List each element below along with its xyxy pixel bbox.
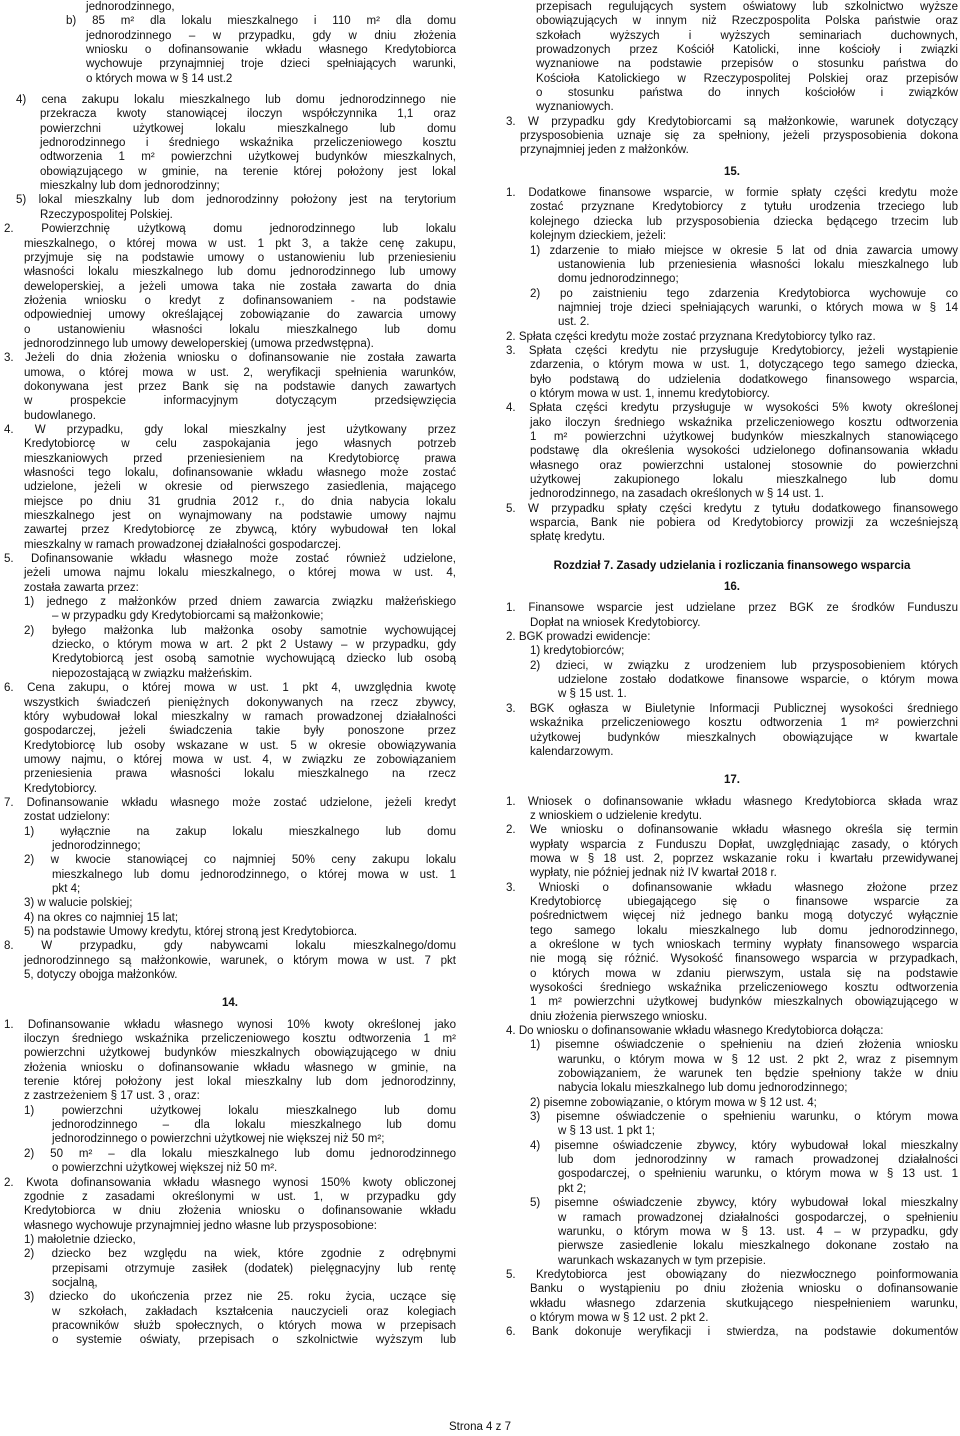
text-line: 3. Jeżeli do dnia złożenia wniosku o dofinansowanie nie została zawarta (4, 352, 456, 365)
text-line: przekracza kwoty stanowiącej iloczyn współczynnika 1,1 oraz (40, 108, 456, 121)
text-line: spłatę kredytu. (530, 531, 606, 544)
text-line: ustanowienia lub przeniesienia własności lokalu mieszkalnego lub (558, 258, 958, 271)
spacer (4, 1011, 456, 1018)
text-line: powierzchni użytkowej budynków mieszkalnych obowiązującego w dniu (24, 1047, 456, 1060)
text-line: Dopłat na wniosek Kredytobiorcy. (530, 616, 701, 629)
section-heading: 17. (723, 774, 741, 787)
text-line: 2) 50 m² – dla lokalu mieszkalnego lub domu jednorodzinnego (24, 1147, 456, 1160)
text-line: 2. Spłata części kredytu może zostać przyznana Kredytobiorcy tylko raz. (506, 330, 876, 343)
text-line: jeżeli umowa najmu lokalu mieszkalnego, o której mowa w ust. 4, (24, 567, 456, 580)
text-line: Kredytobiorcy. (24, 782, 97, 795)
text-line: wniosku o dofinansowanie wkładu własnego Kredytobiorca (86, 44, 456, 57)
section-heading: 15. (723, 165, 741, 178)
text-line: przynajmniej jeden z małżonków. (520, 144, 689, 157)
section-heading: Rozdział 7. Zasady udzielania i rozliczania finansowego wsparcia (553, 559, 911, 572)
text-line: jednorodzinnego i średniego wskaźnika przeliczeniowego kosztu (40, 137, 456, 150)
text-line: z wnioskiem o udzielenie kredytu. (530, 809, 703, 822)
text-line: o systemie oświaty, przepisach o szkolnictwie wyższym lub (52, 1334, 456, 1347)
text-line: jednorodzinnego; (52, 839, 141, 852)
text-line: 1) małoletnie dziecko, (24, 1233, 136, 1246)
text-line: przeniesienia prawa własności lokalu mieszkalnego na rzecz (24, 768, 456, 781)
text-line: warunkach wskazanych w tym przepisie. (558, 1254, 766, 1267)
text-line: 1. Wniosek o dofinansowanie wkładu własnego Kredytobiorca składa wraz (506, 795, 958, 808)
text-line: złożenia wniosku o kredyt z dofinansowaniem - na podstawie (24, 294, 456, 307)
text-line: 5) lokal mieszkalny lub dom jednorodzinny położony jest na terytorium (16, 194, 456, 207)
text-line: kolejnym dzieckiem, jeżeli: (530, 230, 667, 243)
text-line: 4) na okres co najmniej 15 lat; (24, 911, 179, 924)
text-line: wszystkich świadczeń pieniężnych dokonywanych na rzecz zbywcy, (24, 696, 456, 709)
text-line: 3. Spłata części kredytu nie przysługuje Kredytobiorcy, jeżeli wystąpienie (506, 344, 958, 357)
text-line: własnego wychowuje przynajmniej jedno własne lub przysposobione: (24, 1219, 378, 1232)
text-line: prowadzonych przez Kościół Katolicki, inne kościoły i związki (536, 44, 958, 57)
text-line: 2) dziecko bez względu na wiek, które zgodnie z odrębnymi (24, 1248, 456, 1261)
text-line: dokonywana jest przez Bank się na podstawie danych zawartych (24, 380, 456, 393)
text-line: odtworzenia 1 m² powierzchni użytkowej budynków mieszkalnych, (40, 151, 456, 164)
text-line: jednorodzinnego lub umowy deweloperskiej (umowa przedwstępna). (24, 337, 374, 350)
text-line: mieszkalnego, o której mowa w ust. 1 pkt 3, a także cenę zakupu, (24, 237, 456, 250)
text-line: dniu złożenia pierwszego wniosku. (530, 1010, 708, 1023)
text-line: Kredytobiorcę ubiegającego się o finansowe wsparcie za (530, 895, 958, 908)
text-line: zostat udzielony: (24, 811, 111, 824)
section-heading: 14. (221, 997, 239, 1010)
text-line: 2. BGK prowadzi ewidencje: (506, 631, 651, 644)
text-line: Kościoła Katolickiego w Rzeczypospolitej Polskiej oraz przepisów (536, 72, 958, 85)
spacer (506, 788, 958, 795)
text-line: gospodarczej, o spełnieniu warunku, o którym mowa w § 13 ust. 1 (558, 1168, 958, 1181)
section-heading: 16. (723, 581, 741, 594)
text-line: własności lokalu mieszkalnego lub domu jednorodzinnego lub umowy (24, 266, 456, 279)
text-line: 1. Dodatkowe finansowe wsparcie, w formie spłaty części kredytu może (506, 187, 958, 200)
text-line: szkołach wyższych i wyższych seminariach duchownych, (536, 29, 958, 42)
text-line: o którym mowa w § 12 ust. 2 pkt 2. (530, 1311, 709, 1324)
text-line: udzielone, jeżeli w okresie od pierwszego zasiedlenia, mającego (24, 481, 456, 494)
text-line: który wybudował lokal mieszkalny w ramach prowadzonej działalności (24, 710, 456, 723)
text-line: mowa w § 18 ust. 2, poprzez wskazanie roku i kwartału przewidywanej (530, 852, 958, 865)
text-line: wychowuje przynajmniej troje dzieci spełniających warunki, (86, 58, 456, 71)
text-line: 5) na podstawie Umowy kredytu, której stroną jest Kredytobiorca. (24, 926, 358, 938)
spacer (4, 982, 456, 996)
text-line: mieszkalnego jest on wynajmowany na podstawie umowy najmu (24, 510, 456, 523)
text-line: 2. We wniosku o dofinansowanie wkładu własnego określa się termin (506, 824, 958, 837)
spacer (506, 158, 958, 165)
text-line: było podstawą do udzielenia dodatkowego finansowego wsparcia, (530, 373, 958, 386)
text-line: 6. Cena zakupu, o której mowa w ust. 1 pkt 4, uwzględnia kwotę (4, 682, 456, 695)
text-line: 1) wyłącznie na zakup lokalu mieszkalnego lub domu (24, 825, 456, 838)
text-line: użytkowej budynków mieszkalnych obowiązujące w kwartale (530, 731, 958, 744)
text-line: o powierzchni użytkowej większej niż 50 m². (52, 1162, 278, 1175)
text-line: 4. Do wniosku o dofinansowanie wkładu własnego Kredytobiorca dołącza: (506, 1025, 884, 1038)
text-line: wypłaty, nie później jednak niż IV kwartał 2018 r. (530, 867, 777, 880)
text-line: warunku, o którym mowa w § 13. ust. 4 – w przypadku, gdy (558, 1225, 958, 1238)
text-line: wkładu własnego zdarzenia skutkującego niespełnieniem warunku, (530, 1297, 958, 1310)
text-line: pkt 4; (52, 882, 81, 895)
text-line: pracowników służb społecznych, o których mowa w przepisach (52, 1319, 456, 1332)
text-line: kolejnego dziecka lub przysposobienia dziecka będącego trzecim lub (530, 215, 958, 228)
text-line: 3. W przypadku gdy Kredytobiorcami są małżonkowie, warunek dotyczący (506, 115, 958, 128)
text-line: lub dom jednorodzinny w ramach prowadzonej działalności (558, 1154, 958, 1167)
text-line: pierwsze zasiedlenie lokalu mieszkalnego dokonane zostało na (558, 1240, 958, 1253)
text-line: b) 85 m² dla lokalu mieszkalnego i 110 m² dla domu (66, 15, 456, 28)
text-line: własności tego lokalu, dofinansowanie wkładu własnego może zostać (24, 467, 456, 479)
text-line: odpowiedniej umowy określającej zobowiązanie do zawarcia umowy (24, 309, 456, 322)
text-line: 3) dziecko do ukończenia przez nie 25. roku życia, uczące się (24, 1291, 456, 1304)
text-line: a określone w tych wnioskach terminy wypłaty finansowego wsparcia (530, 938, 958, 951)
text-line: terenie której położony jest lokal mieszkalny lub dom jednorodzinny, (24, 1076, 456, 1089)
text-line: najmniej troje dzieci spełniających warunki, o których mowa w § 14 (558, 301, 958, 314)
text-line: kalendarzowym. (530, 745, 614, 758)
text-line: iloczyn średniego wskaźnika przeliczeniowego kosztu odtworzenia 1 m² (24, 1033, 456, 1046)
text-line: 2) pisemne zobowiązanie, o którym mowa w § 12 ust. 4; (530, 1096, 817, 1109)
text-line: dziecko, o którym mowa w art. 2 pkt 2 Ustawy – w przypadku, gdy (52, 639, 456, 652)
text-line: została zawarta przez: (24, 581, 139, 594)
text-line: jako iloczyn średniego wskaźnika przeliczeniowego kosztu odtworzenia (530, 416, 958, 429)
text-line: powierzchni użytkowej lokalu mieszkalnego lub domu (40, 122, 456, 135)
spacer (506, 179, 958, 186)
text-line: z zastrzeżeniem § 17 ust. 3 , oraz: (24, 1090, 200, 1103)
text-line: o których mowa w zdaniu pierwszym, ustala się na podstawie (530, 967, 958, 980)
text-line: – w przypadku gdy Kredytobiorcami są małżonkowie; (52, 610, 324, 623)
text-line: przepisach regulujących system oświatowy lub szkolnictwo wyższe (536, 1, 958, 13)
text-line: 3. Wnioski o dofinansowanie wkładu własnego złożone przez (506, 881, 958, 894)
text-line: zawartej przez Kredytobiorcę ze zbywcą, który wybudował ten lokal (24, 524, 456, 537)
text-line: jednorodzinnego – w przypadku, gdy w dniu złożenia (86, 29, 456, 42)
text-line: obowiązujących w innym niż Rzeczpospolita Polska państwie oraz (536, 15, 958, 28)
text-line: 1 m² powierzchni użytkowej budynków mieszkalnych obowiązującego w (530, 996, 958, 1009)
text-line: przysposobienia uznaje się za spełniony, jeżeli przysposobienia dokona (520, 130, 958, 143)
text-line: niepozostającą w związku małżeńskim. (52, 667, 253, 680)
text-line: ust. 2. (558, 316, 590, 329)
text-line: Kredytobiorcę lub osoby wskazane w ust. 5 w okresie obowiązywania (24, 739, 456, 752)
spacer (506, 545, 958, 559)
text-line: mieszkalnego lub domu jednorodzinnego, o której mowa w ust. 1 (52, 868, 456, 881)
text-line: podstawę dla określenia wysokości udzielonego dofinansowania wkładu (530, 445, 958, 458)
text-line: 3) w walucie polskiej; (24, 897, 133, 910)
text-line: o stosunku państwa do innych kościołów i związków (536, 87, 958, 100)
text-line: 5, dotyczy obojga małżonków. (24, 969, 178, 982)
text-line: o których mowa w § 14 ust.2 (86, 72, 233, 85)
text-line: mieszkalny lub dom jednorodzinny; (40, 180, 220, 193)
text-line: Kredytobiorca w dniu złożenia wniosku o dofinansowanie wkładu (24, 1205, 456, 1218)
right-column (506, 0, 958, 1340)
text-line: mieszkalny w ramach prowadzonej działalności gospodarczej. (24, 538, 342, 551)
text-line: tego samego lokalu mieszkalnego lub domu jednorodzinnego, (530, 924, 958, 937)
text-line: przyjmuje się na podstawie umowy o ustanowieniu lub przeniesieniu (24, 251, 456, 264)
text-line: 2) w kwocie stanowiącej co najmniej 50% ceny zakupu lokalu (24, 854, 456, 867)
text-line: jednorodzinnego są małżonkowie, warunek, o którym mowa w ust. 7 pkt (24, 954, 456, 967)
text-line: zostać przyznane Kredytobiorcy z tytułu urodzenia trzeciego lub (530, 201, 958, 214)
text-line: zobowiązaniem, że warunek ten będzie spełniony także w dniu (558, 1068, 958, 1081)
text-line: pośrednictwem więcej niż jednego banku mogą dotyczyć wyłącznie (530, 910, 958, 923)
text-line: w szkołach, zakładach kształcenia nauczycieli oraz kolegiach (52, 1305, 456, 1318)
text-line: 4. W przypadku, gdy lokal mieszkalny jest użytkowany przez (4, 423, 456, 436)
text-line: budowlanego. (24, 409, 96, 422)
text-line: w § 15 ust. 1. (558, 688, 627, 701)
text-line: umowa, o której mowa w ust. 2, weryfikacji spełnienia warunków, (24, 366, 456, 379)
text-line: Rzeczypospolitej Polskiej. (40, 208, 173, 221)
text-line: 1. Dofinansowanie wkładu własnego wynosi 10% kwoty określonej jako (4, 1018, 456, 1031)
text-line: 1) jednego z małżonków przed dniem zawarcia związku małżeńskiego (24, 596, 456, 609)
text-line: Kredytobiorcą jest osobą samotnie wychowującą dziecko lub osobą (52, 653, 456, 666)
text-line: w prospekcie informacyjnym dotyczącym przedsięwzięcia (24, 395, 456, 408)
text-line: warunku, o którym mowa w § 12 ust. 2 pkt 2, wraz z pisemnym (558, 1053, 958, 1066)
text-line: 1) powierzchni użytkowej lokalu mieszkalnego lub domu (24, 1104, 456, 1117)
text-line: umowy najmu, o której mowa w ust. 4, w związku ze zobowiązaniem (24, 753, 456, 766)
text-line: własnego oraz powierzchni ustalonej stosownie do powierzchni (530, 459, 958, 472)
text-line: 5) pisemne oświadczenie zbywcy, który wybudował lokal mieszkalny (530, 1197, 958, 1210)
spacer (506, 594, 958, 601)
text-line: wyznaniowych. (536, 101, 614, 114)
text-line: 1. Finansowe wsparcie jest udzielane przez BGK ze środków Funduszu (506, 602, 958, 615)
text-line: socjalną, (52, 1276, 98, 1289)
text-line: miejsce po dniu 31 grudnia 2012 r., do dnia nabycia lokalu (24, 495, 456, 508)
spacer (4, 86, 456, 93)
page-footer: Strona 4 z 7 (448, 1421, 511, 1433)
text-line: zdarzenia, o którym mowa w ust. 1, dotyczącego tego samego dziecka, (530, 359, 958, 372)
text-line: domu jednorodzinnego; (558, 273, 679, 286)
text-line: udzielone zostało dodatkowe finansowe wsparcie, o którym mowa (558, 674, 958, 687)
text-line: o ustanowieniu własności lokalu mieszkalnego lub domu (24, 323, 456, 336)
text-line: 4) cena zakupu lokalu mieszkalnego lub domu jednorodzinnego nie (16, 94, 456, 107)
text-line: 3) pisemne oświadczenie o spełnieniu warunku, o którym mowa (530, 1111, 958, 1124)
text-line: Banku o wystąpieniu po dniu złożenia wniosku o dofinansowanie (530, 1283, 958, 1296)
text-line: nabycia lokalu mieszkalnego lub domu jednorodzinnego; (558, 1082, 848, 1095)
text-line: złożenia wniosku o dofinansowanie wkładu własnego w gminie, na (24, 1061, 456, 1074)
text-line: o którym mowa w ust. 1, innemu kredytobiorcy. (530, 387, 770, 400)
text-line: 5. W przypadku spłaty części kredytu z tytułu dodatkowego finansowego (506, 502, 958, 515)
text-line: 7. Dofinansowanie wkładu własnego może zostać udzielone, jeżeli kredyt (4, 796, 456, 809)
text-line: 2. Kwota dofinansowania wkładu własnego wynosi 150% kwoty obliczonej (4, 1176, 456, 1189)
text-line: 8. W przypadku, gdy nabywcami lokalu mieszkalnego/domu (4, 940, 456, 953)
text-line: wypłaty wsparcia z Funduszu Dopłat, uwzględniając zasady, o których (530, 838, 958, 851)
text-line: 5. Kredytobiorca jest obowiązany do niezwłocznego poinformowania (506, 1268, 958, 1281)
text-line: przepisami otrzymuje zasiłek (dodatek) pielęgnacyjny lub rentę (52, 1262, 456, 1275)
spacer (506, 573, 958, 580)
text-line: 1) zdarzenie to miało miejsce w okresie 5 lat od dnia zawarcia umowy (530, 244, 958, 257)
text-line: obowiązującego w gminie, na terenie której położony jest lokal (40, 165, 456, 178)
left-column (4, 0, 456, 1348)
text-line: mieszkaniowych przed przeniesieniem na Kredytobiorcę prawa (24, 452, 456, 465)
text-line: 2) byłego małżonka lub małżonka osoby samotnie wychowującej (24, 624, 456, 637)
text-line: w ramach prowadzonej działalności gospodarczej, o spełnieniu (558, 1211, 958, 1224)
text-line: 1) kredytobiorców; (530, 645, 625, 658)
text-line: Kredytobiorcę w celu zaspokajania jego własnych potrzeb (24, 438, 456, 451)
text-line: wsparcia, Bank nie pobiera od Kredytobiorcy prowizji za wcześniejszą (530, 517, 958, 530)
text-line: 2) dzieci, w związku z urodzeniem lub przysposobieniem których (530, 659, 958, 672)
text-line: użytkowej zakupionego lokalu mieszkalnego lub domu (530, 474, 958, 486)
text-line: deweloperskiej, a jeżeli umowa taka nie została zawarta do dnia (24, 280, 456, 293)
text-line: jednorodzinnego, (86, 1, 175, 13)
text-line: 4) pisemne oświadczenie zbywcy, który wybudował lokal mieszkalny (530, 1139, 958, 1152)
text-line: wskaźnika przeliczeniowego kosztu odtworzenia 1 m² powierzchni (530, 717, 958, 730)
text-line: gospodarczej, jeżeli świadczenia takie były ponoszone przez (24, 725, 456, 738)
text-line: 3. BGK ogłasza w Biuletynie Informacji Publicznej wysokości średniego (506, 702, 958, 715)
text-line: jednorodzinnego o powierzchni użytkowej nie większej niż 50 m²; (52, 1133, 385, 1146)
spacer (506, 759, 958, 773)
text-line: 1 m² powierzchni użytkowej budynków mieszkalnych stanowiącego (530, 430, 958, 443)
text-line: wysokości średniego wskaźnika przeliczeniowego kosztu odtworzenia (530, 982, 958, 994)
text-line: pkt 2; (558, 1182, 587, 1195)
text-line: nie mogą się różnić. Wysokość finansowego wsparcia w przypadkach, (530, 953, 958, 966)
text-line: zgodnie z zasadami określonymi w ust. 1, w przypadku gdy (24, 1190, 456, 1203)
text-line: wyznaniowe na podstawie przepisów o stosunku państwa do (536, 58, 958, 71)
text-line: jednorodzinnego – dla lokalu mieszkalnego lub domu (52, 1119, 456, 1132)
text-line: 2. Powierzchnię użytkową domu jednorodzinnego lub lokalu (4, 223, 456, 236)
text-line: 4. Spłata części kredytu przysługuje w wysokości 5% kwoty określonej (506, 402, 958, 415)
text-line: 2) po zaistnieniu tego zdarzenia Kredytobiorca wychowuje co (530, 287, 958, 300)
text-line: 1) pisemne oświadczenie o spełnieniu na dzień złożenia wniosku (530, 1039, 958, 1052)
text-line: 5. Dofinansowanie wkładu własnego może zostać również udzielone, (4, 553, 456, 566)
text-line: jednorodzinnego, na zasadach określonych w § 14 ust. 1. (530, 488, 824, 501)
text-line: 6. Bank dokonuje weryfikacji i stwierdza, na podstawie dokumentów (506, 1326, 958, 1339)
text-line: w § 13 ust. 1 pkt 1; (558, 1125, 655, 1138)
